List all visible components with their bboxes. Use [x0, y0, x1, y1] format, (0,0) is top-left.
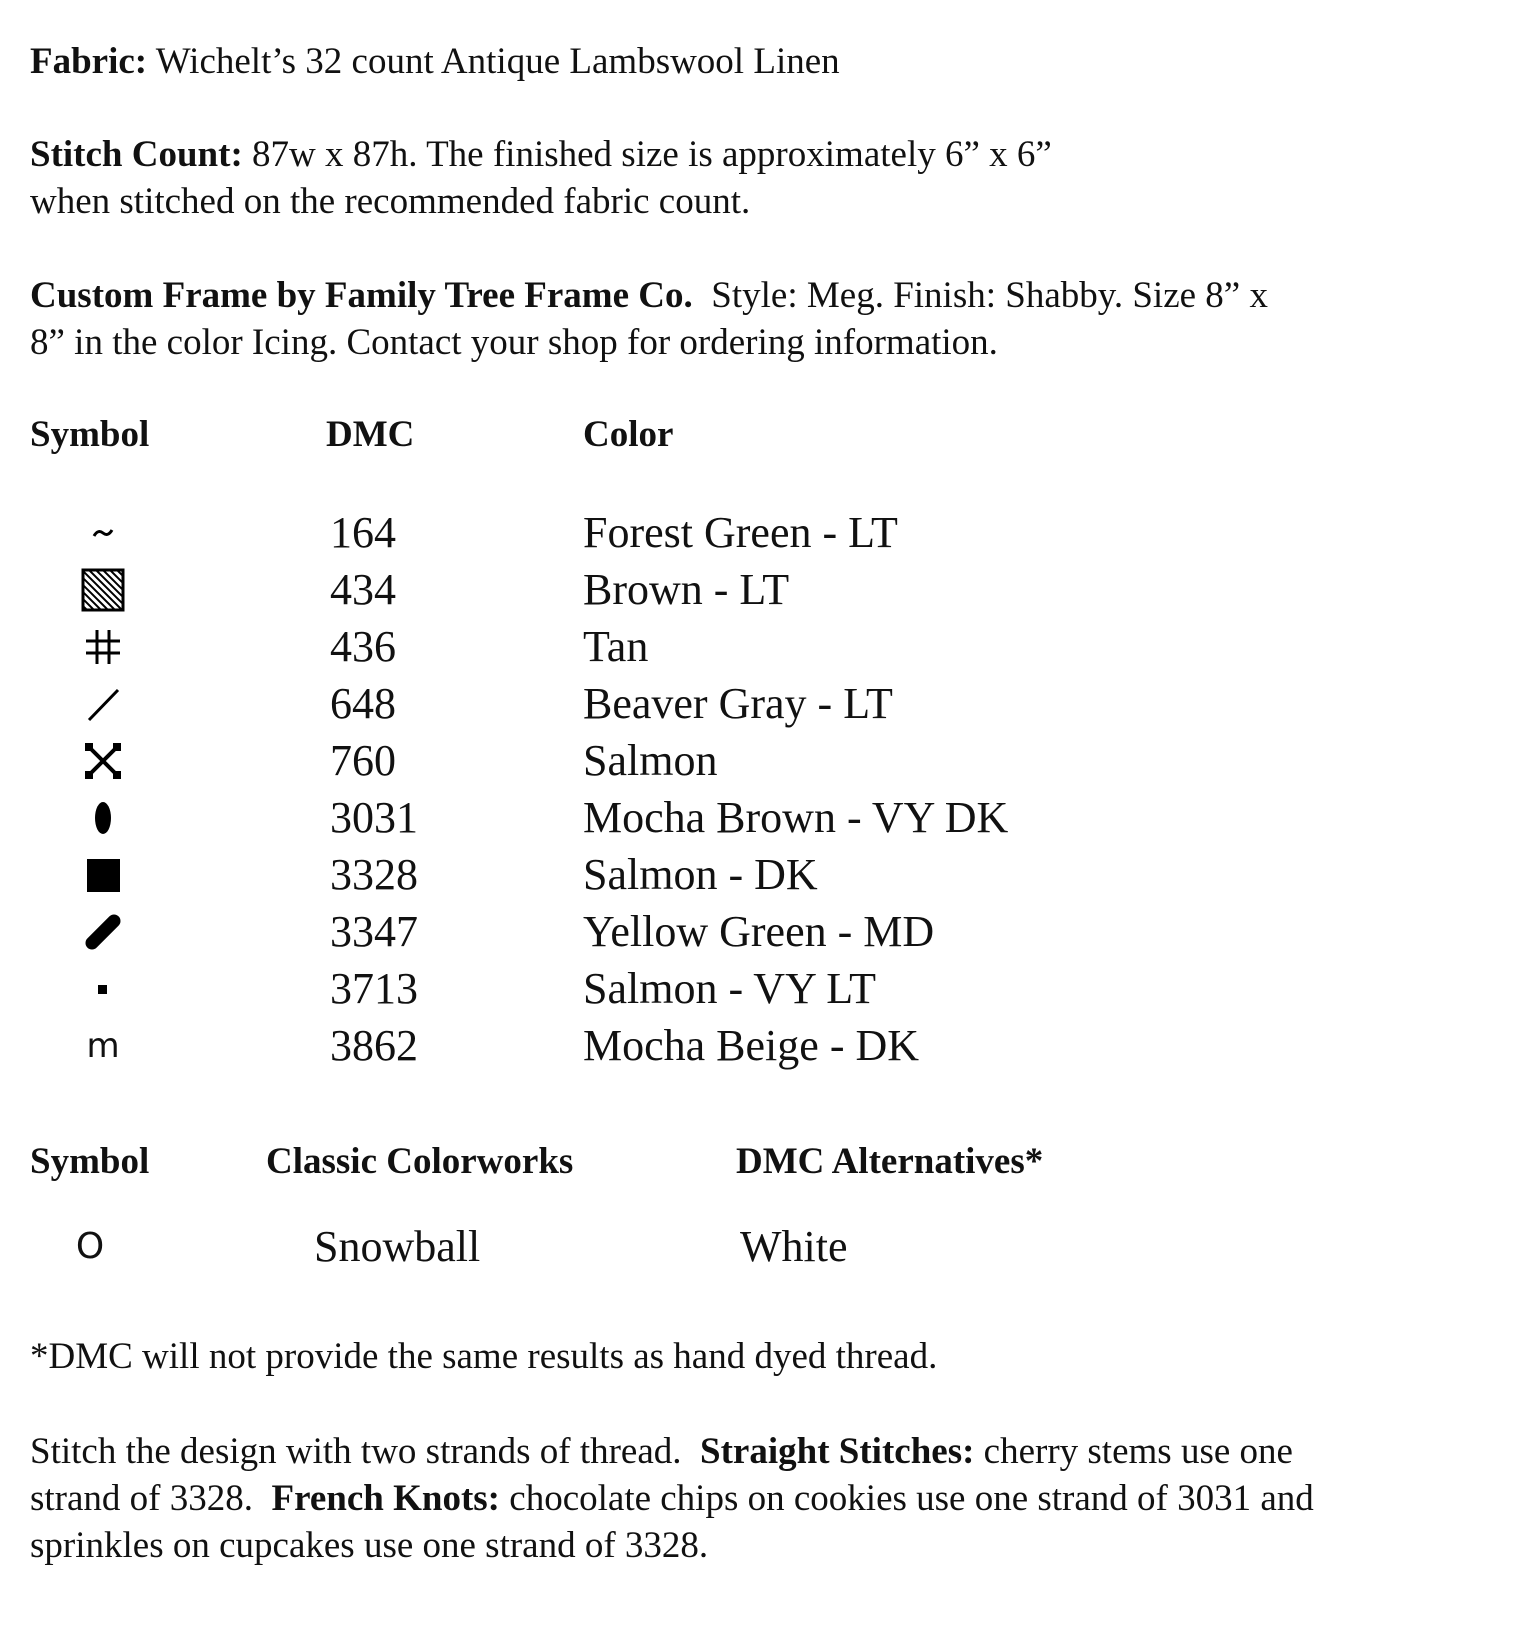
straight-stitches-label: Straight Stitches: [700, 1431, 975, 1472]
dmc-number: 760 [330, 736, 396, 785]
dmc-header-color: Color [583, 414, 674, 455]
dmc-number: 3031 [330, 793, 418, 842]
alt-header-symbol: Symbol [30, 1141, 150, 1182]
small-dot-icon [80, 966, 126, 1012]
dmc-number: 3347 [330, 907, 418, 956]
stitch-count-block [30, 131, 1052, 225]
alt-classic-color: Snowball [314, 1222, 481, 1271]
dmc-number: 164 [330, 508, 396, 557]
alt-header-classic: Classic Colorworks [266, 1141, 574, 1182]
frame-line-1 [30, 272, 1268, 319]
dmc-number: 3713 [330, 964, 418, 1013]
dmc-color-name: Mocha Brown - VY DK [583, 793, 1009, 842]
dmc-number: 3862 [330, 1021, 418, 1070]
instructions-intro: Stitch the design with two strands of thread. [30, 1431, 682, 1472]
stitch-count-line-1 [30, 131, 1052, 178]
french-knots-text-1: chocolate chips on cookies use one strand of 3031 and [509, 1478, 1314, 1519]
instructions-line-2 [30, 1475, 1314, 1522]
slash-icon [80, 681, 126, 727]
fabric-label: Fabric: [30, 41, 148, 82]
dmc-header-dmc: DMC [326, 414, 415, 455]
dmc-color-name: Beaver Gray - LT [583, 679, 893, 728]
fabric-line [30, 38, 840, 85]
cross-icon [80, 738, 126, 784]
slanted-bar-icon [80, 909, 126, 955]
straight-stitches-text-2: strand of 3328. [30, 1478, 253, 1519]
dmc-number: 434 [330, 565, 396, 614]
alt-header-dmc-alternatives: DMC Alternatives* [736, 1141, 1044, 1182]
hatched-square-icon [80, 567, 126, 613]
instructions-line-3: sprinkles on cupcakes use one strand of 3328. [30, 1525, 709, 1566]
dmc-header-symbol: Symbol [30, 414, 150, 455]
instructions-line-1 [30, 1428, 1314, 1475]
dmc-color-name: Yellow Green - MD [583, 907, 935, 956]
alt-symbol: O [75, 1226, 105, 1267]
tilde-icon [80, 510, 126, 556]
dmc-color-name: Salmon - VY LT [583, 964, 876, 1013]
dmc-number: 436 [330, 622, 396, 671]
hash-icon [80, 624, 126, 670]
dmc-number: 648 [330, 679, 396, 728]
dmc-color-name: Salmon [583, 736, 718, 785]
stitch-count-label: Stitch Count: [30, 134, 243, 175]
alt-dmc-color: White [740, 1222, 848, 1271]
dmc-number: 3328 [330, 850, 418, 899]
stitch-count-text: 87w x 87h. The finished size is approximately 6” x 6” [252, 134, 1052, 175]
stitch-count-line-2: when stitched on the recommended fabric count. [30, 181, 751, 222]
frame-text-1: Style: Meg. Finish: Shabby. Size 8” x [711, 275, 1268, 316]
fabric-text: Wichelt’s 32 count Antique Lambswool Linen [155, 41, 840, 82]
dmc-color-name: Mocha Beige - DK [583, 1021, 920, 1070]
straight-stitches-text-1: cherry stems use one [983, 1431, 1293, 1472]
frame-line-2: 8” in the color Icing. Contact your shop for ordering information. [30, 322, 998, 363]
french-knots-label: French Knots: [271, 1478, 501, 1519]
footnote: *DMC will not provide the same results as hand dyed thread. [30, 1336, 938, 1377]
dmc-color-name: Tan [583, 622, 649, 671]
dmc-color-name: Brown - LT [583, 565, 790, 614]
dmc-color-name: Salmon - DK [583, 850, 818, 899]
instructions-block [30, 1428, 1314, 1569]
filled-square-icon [80, 852, 126, 898]
frame-label: Custom Frame by Family Tree Frame Co. [30, 275, 693, 316]
m-symbol: m [86, 1026, 120, 1066]
frame-block [30, 272, 1268, 366]
dmc-color-name: Forest Green - LT [583, 508, 898, 557]
oval-icon [80, 795, 126, 841]
